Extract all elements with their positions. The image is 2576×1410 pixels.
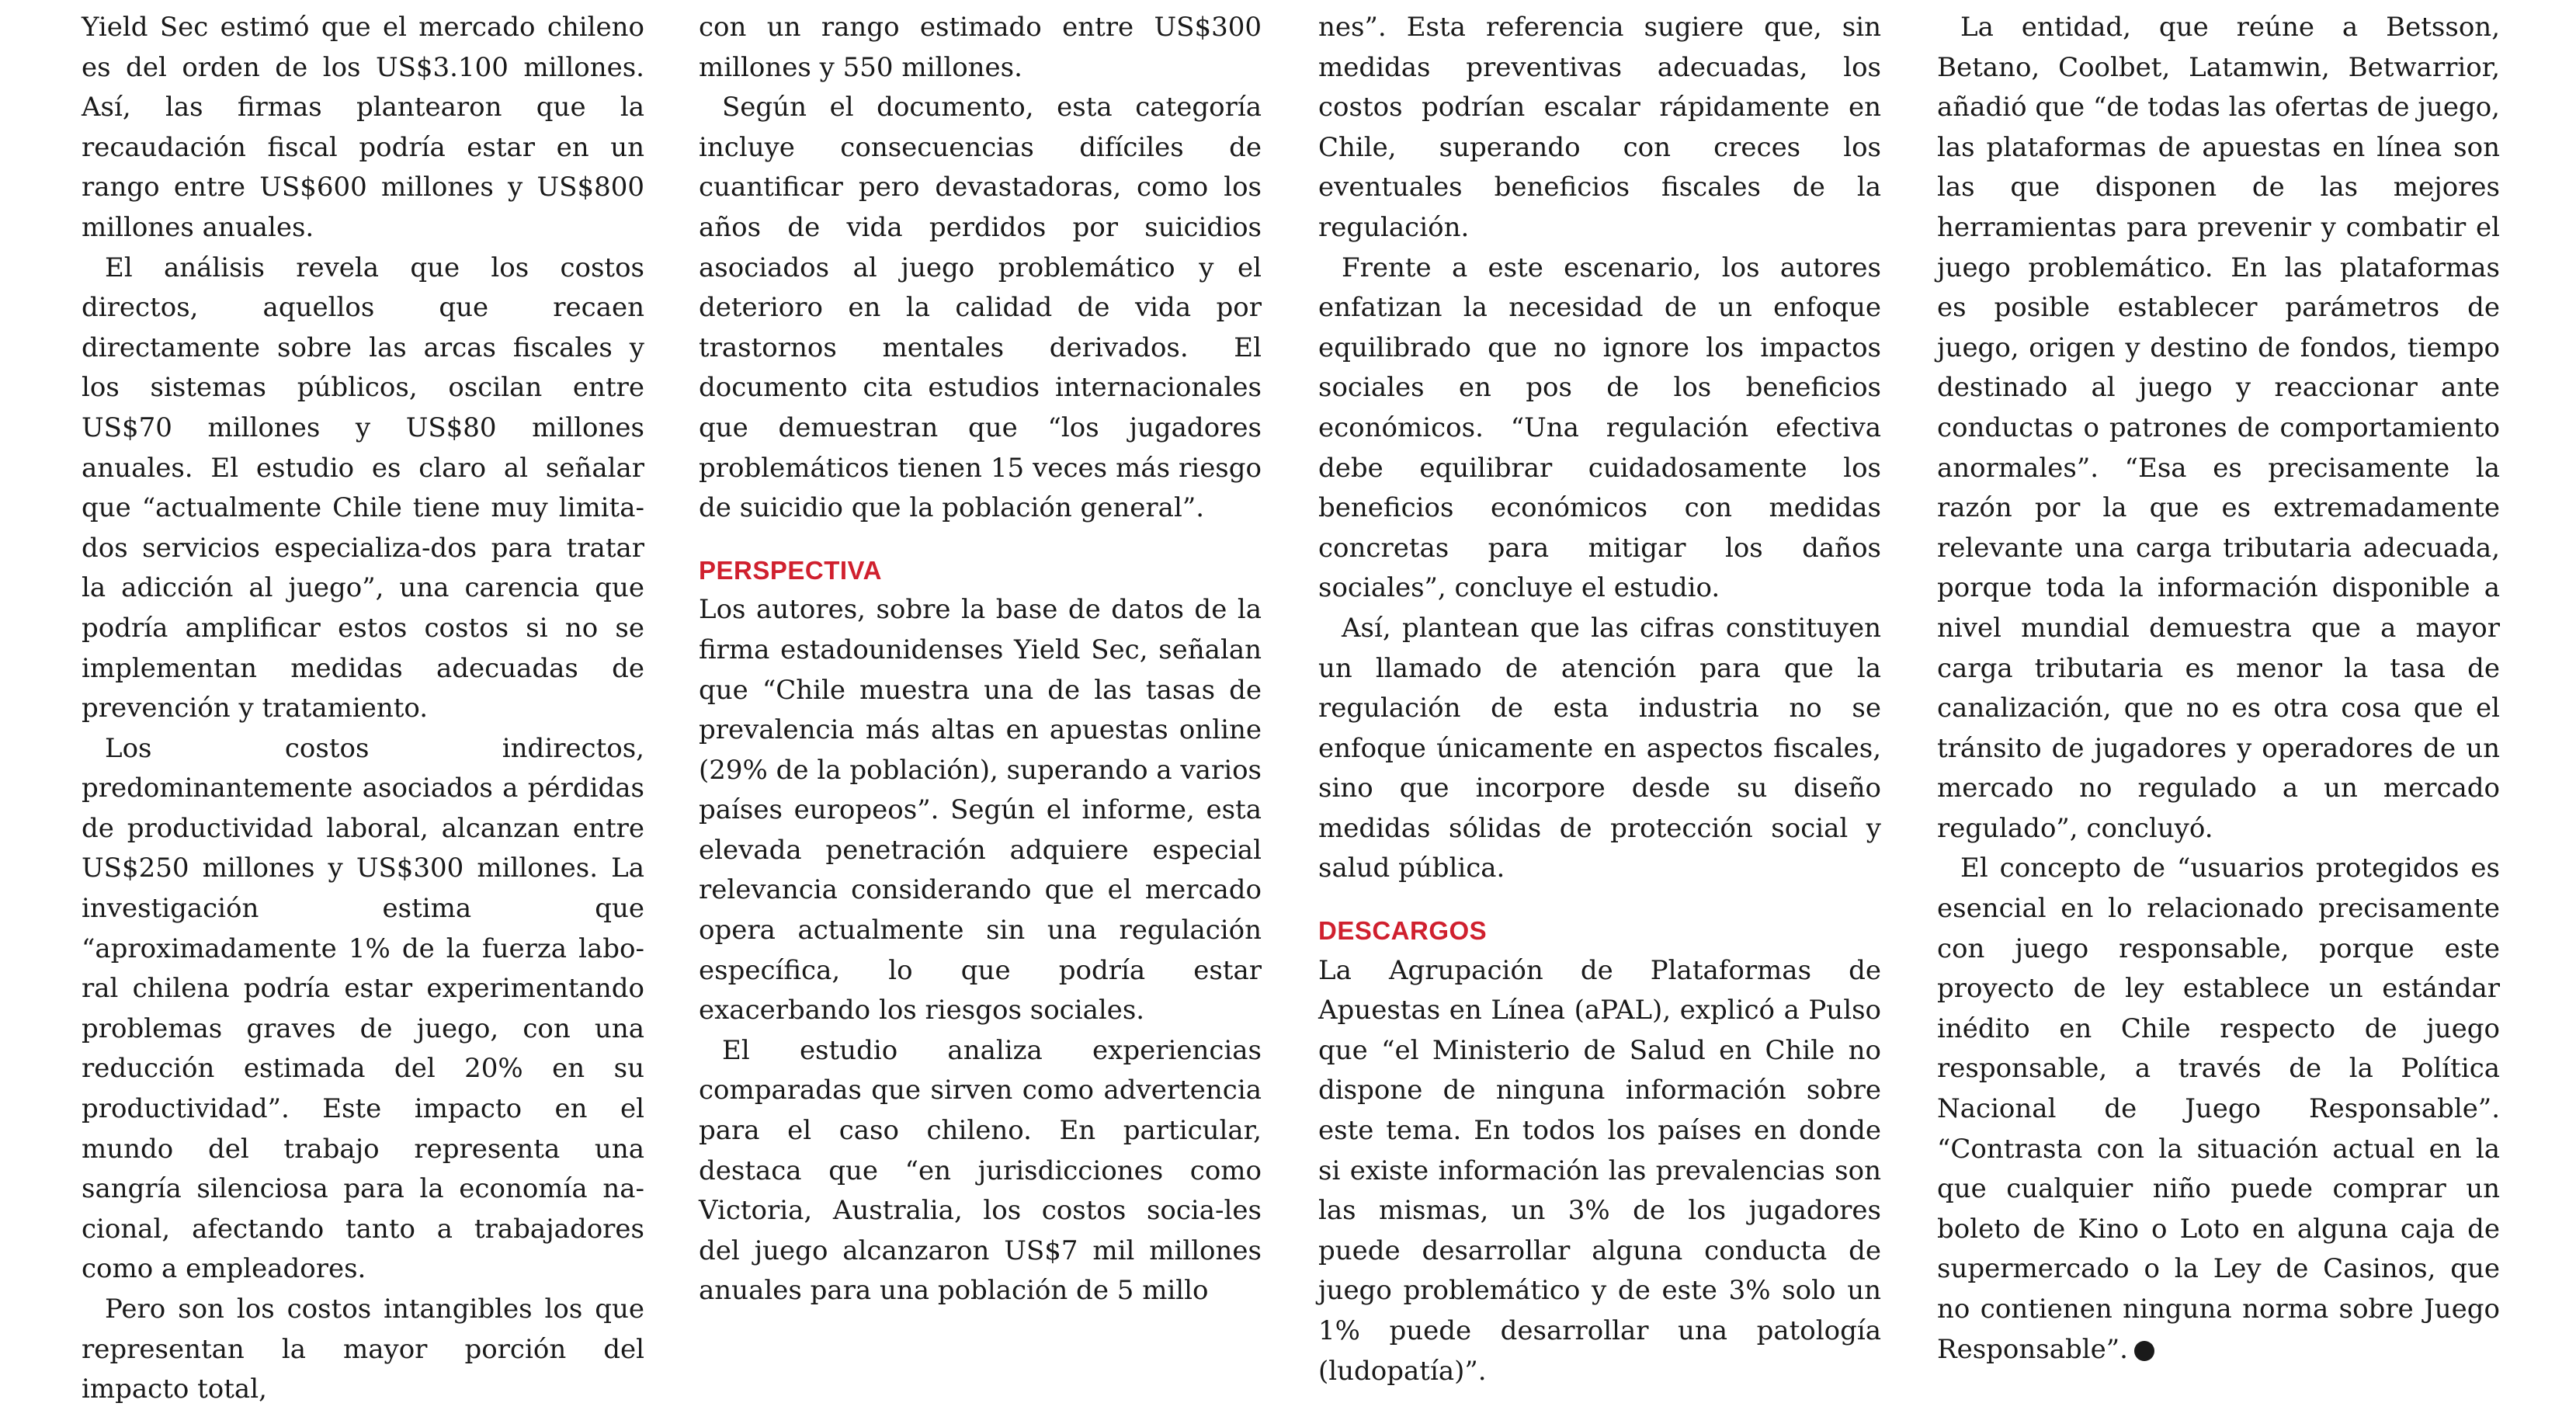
- paragraph: [699, 1031, 1262, 1311]
- paragraph-text: La entidad, que reúne a Betsson, Betano, Coolbet, Latamwin, Betwarrior, añadió que “de todas las ofertas de juego, las plataformas de apuestas en línea son las que disponen de las mejores herramientas para prevenir y combatir el juego problemático. En las plataformas es posible establecer parámetros de juego, origen y destino de fondos, tiempo destinado al juego y reaccionar ante conductas o patrones de comportamiento anormales”. “Esa es precisamente la razón por la que es extremadamente relevante una carga tributaria adecuada, porque toda la información disponible a nivel mundial demuestra que a mayor carga tributaria es menor la tasa de canalización, que no es otra cosa que el tránsito de jugadores y operadores de un mercado no regulado a un mercado regulado”, concluyó.: [1937, 12, 2500, 844]
- paragraph-text: nes”. Esta referencia sugiere que, sin medidas preventivas adecuadas, los costos podrían escalar rápidamente en Chile, superando con creces los eventuales beneficios fiscales de la regulación.: [1318, 12, 1881, 243]
- paragraph-text: Así, plantean que las cifras constituyen un llamado de atención para que la regulación de esta industria no se enfoque únicamente en aspectos fiscales, sino que incorpore desde su diseño medidas sólidas de protección social y salud pública.: [1318, 612, 1881, 884]
- paragraph: [82, 1290, 644, 1410]
- section-heading: PERSPECTIVA: [699, 555, 882, 585]
- paragraph: [699, 590, 1262, 1031]
- paragraph: [1318, 248, 1881, 609]
- article-column-4: [1937, 8, 2500, 1370]
- paragraph: [82, 729, 644, 1290]
- paragraph-text: El estudio analiza experiencias comparadas que sirven como advertencia para el caso chileno. En particular, destaca que “en jurisdicciones como Victoria, Australia, los costos socia-les del juego alcanzaron US$7 mil millones anuales para una población de 5 millo: [699, 1034, 1262, 1307]
- paragraph-text: Frente a este escenario, los autores enfatizan la necesidad de un enfoque equilibrado que no ignore los impactos sociales en pos de los beneficios económicos. “Una regulación efectiva debe equilibrar cuidadosamente los beneficios económicos con medidas concretas para mitigar los daños sociales”, concluye el estudio.: [1318, 252, 1881, 604]
- article-column-2: [699, 8, 1262, 1311]
- article-column-3: [1318, 8, 1881, 1391]
- paragraph: [1318, 609, 1881, 889]
- paragraph: [82, 248, 644, 729]
- paragraph: [82, 8, 644, 248]
- paragraph: [1318, 8, 1881, 248]
- paragraph-text: El concepto de “usuarios protegidos es esencial en lo relacionado precisamente con juego responsable, porque este proyecto de ley establece un estándar inédito en Chile respecto de juego responsable, a través de la Política Nacional de Juego Responsable”. “Contrasta con la situación actual en la que cualquier niño puede comprar un boleto de Kino o Loto en alguna caja de supermercado o la Ley de Casinos, que no contienen ninguna norma sobre Juego Responsable”.: [1937, 853, 2500, 1365]
- end-of-article-icon: P: [2134, 1341, 2154, 1361]
- section-heading: DESCARGOS: [1318, 916, 1488, 946]
- paragraph-text: Según el documento, esta categoría incluye consecuencias difíciles de cuantificar pero devastadoras, como los años de vida perdidos por suicidios asociados al juego problemático y el deterioro en la calidad de vida por trastornos mentales derivados. El documento cita estudios internacionales que demuestran que “los jugadores problemáticos tienen 15 veces más riesgo de suicidio que la población general”.: [699, 92, 1262, 524]
- paragraph-text: Los autores, sobre la base de datos de la firma estadounidenses Yield Sec, señalan que “Chile muestra una de las tasas de prevalencia más altas en apuestas online (29% de la población), superando a varios países europeos”. Según el informe, esta elevada penetración adquiere especial relevancia considerando que el mercado opera actualmente sin una regulación específica, lo que podría estar exacerbando los riesgos sociales.: [699, 594, 1262, 1026]
- paragraph-text: Yield Sec estimó que el mercado chileno es del orden de los US$3.100 millones. Así, las firmas plantearon que la recaudación fiscal podría estar en un rango entre US$600 millones y US$800 millones anuales.: [82, 12, 644, 243]
- paragraph: [1318, 951, 1881, 1392]
- paragraph-text: con un rango estimado entre US$300 millones y 550 millones.: [699, 12, 1262, 83]
- paragraph: [699, 88, 1262, 529]
- paragraph-text: Pero son los costos intangibles los que representan la mayor porción del impacto total,: [82, 1294, 644, 1405]
- paragraph: [1937, 849, 2500, 1370]
- paragraph: [1937, 8, 2500, 849]
- paragraph-text: Los costos indirectos, predominantemente asociados a pérdidas de productividad laboral, alcanzan entre US$250 millones y US$300 millones. La investigación estima que “aproximadamente 1% de la fuerza laboral chilena podría estar experimentando problemas graves de juego, con una reducción estimada del 20% en su productividad”. Este impacto en el mundo del trabajo representa una sangría silenciosa para la economía nacional, afectando tanto a trabajadores como a empleadores.: [82, 732, 644, 1285]
- article-column-1: [82, 8, 644, 1410]
- paragraph-text: La Agrupación de Plataformas de Apuestas en Línea (aPAL), explicó a Pulso que “el Ministerio de Salud en Chile no dispone de ninguna información sobre este tema. En todos los países en donde si existe información las prevalencias son las mismas, un 3% de los jugadores puede desarrollar alguna conducta de juego problemático y de este 3% solo un 1% puede desarrollar una patología (ludopatía)”.: [1318, 954, 1881, 1387]
- paragraph-text: El análisis revela que los costos directos, aquellos que recaen directamente sobre las arcas fiscales y los sistemas públicos, oscilan entre US$70 millones y US$80 millones anuales. El estudio es claro al señalar que “actualmente Chile tiene muy limitados servicios especializa-dos para tratar la adicción al juego”, una carencia que podría amplificar estos costos si no se implementan medidas adecuadas de prevención y tratamiento.: [82, 252, 644, 724]
- paragraph: [699, 8, 1262, 88]
